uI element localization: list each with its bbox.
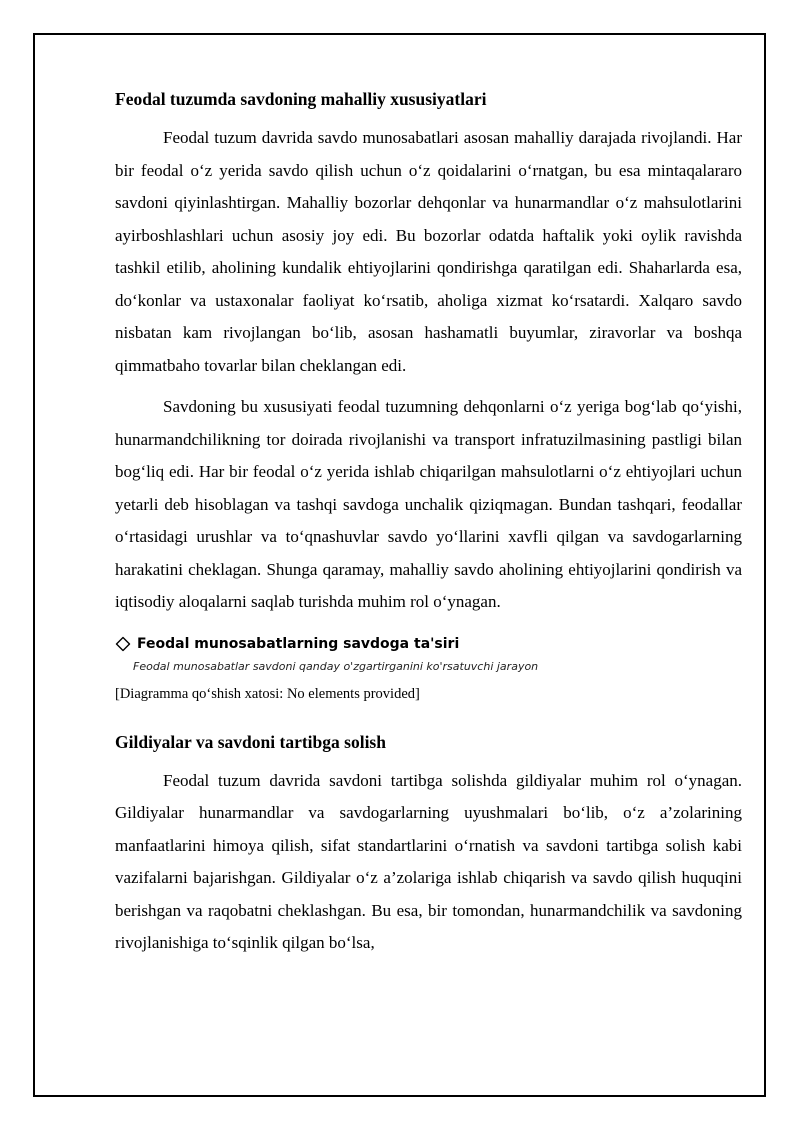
diamond-icon xyxy=(115,636,131,652)
paragraph: Savdoning bu xususiyati feodal tuzumning dehqonlarni o‘z yeriga bog‘lab qo‘yishi, hunarmandchilikning tor doirada rivojlanishi va transport infratuzilmasining pastligi bilan bog‘liq edi. Har bir feodal o‘z yerida ishlab chiqarilgan mahsulotlarni o‘z ehtiyojlari uchun yetarli deb hisoblagan va tashqi savdoga unchalik qiziqmagan. Bundan tashqari, feodallar o‘rtasidagi urushlar va to‘qnashuvlar savdo yo‘llarini xavfli qilgan va savdogarlarning harakatini cheklagan. Shunga qaramay, mahalliy savdo aholining ehtiyojlarini qondirish va iqtisodiy aloqalarni saqlab turishda muhim rol o‘ynagan. xyxy=(115,397,742,611)
diagram-error-message: [Diagramma qo‘shish xatosi: No elements provided] xyxy=(115,685,420,702)
section-heading: Gildiyalar va savdoni tartibga solish xyxy=(115,731,386,752)
diagram-title-text: Feodal munosabatlarning savdoga ta'siri xyxy=(137,635,460,652)
diagram-placeholder xyxy=(115,633,742,707)
diagram-subtitle: Feodal munosabatlar savdoni qanday o'zgartirganini ko'rsatuvchi jarayon xyxy=(133,659,539,673)
document-content xyxy=(115,84,742,960)
paragraph: Feodal tuzum davrida savdoni tartibga solishda gildiyalar muhim rol o‘ynagan. Gildiyalar hunarmandlar va savdogarlarning uyushmalari bo‘lib, o‘z a’zolarining manfaatlarini himoya qilish, sifat standartlarini o‘rnatish va savdoni tartibga solish kabi vazifalarni bajarishgan. Gildiyalar o‘z a’zolariga ishlab chiqarish va savdo qilish huquqini berishgan va raqobatni cheklashgan. Bu esa, bir tomondan, hunarmandchilik va savdoning rivojlanishiga to‘sqinlik qilgan bo‘lsa, xyxy=(115,770,742,952)
diagram-title xyxy=(115,633,742,655)
section-heading: Feodal tuzumda savdoning mahalliy xususiyatlari xyxy=(115,89,487,109)
paragraph: Feodal tuzum davrida savdo munosabatlari asosan mahalliy darajada rivojlandi. Har bir feodal o‘z yerida savdo qilish uchun o‘z qoidalarini o‘rnatgan, bu esa mintaqalararo savdoni qiyinlashtirgan. Mahalliy bozorlar dehqonlar va hunarmandlar o‘z mahsulotlarini ayirboshlashlari uchun asosiy joy edi. Bu bozorlar odatda haftalik yoki oylik ravishda tashkil etilib, aholining kundalik ehtiyojlarini qondirishga qaratilgan edi. Shaharlarda esa, do‘konlar va ustaxonalar faoliyat ko‘rsatib, aholiga xizmat ko‘rsatardi. Xalqaro savdo nisbatan kam rivojlangan bo‘lib, asosan hashamatli buyumlar, ziravorlar va boshqa qimmatbaho tovarlar bilan cheklangan edi. xyxy=(115,128,742,375)
